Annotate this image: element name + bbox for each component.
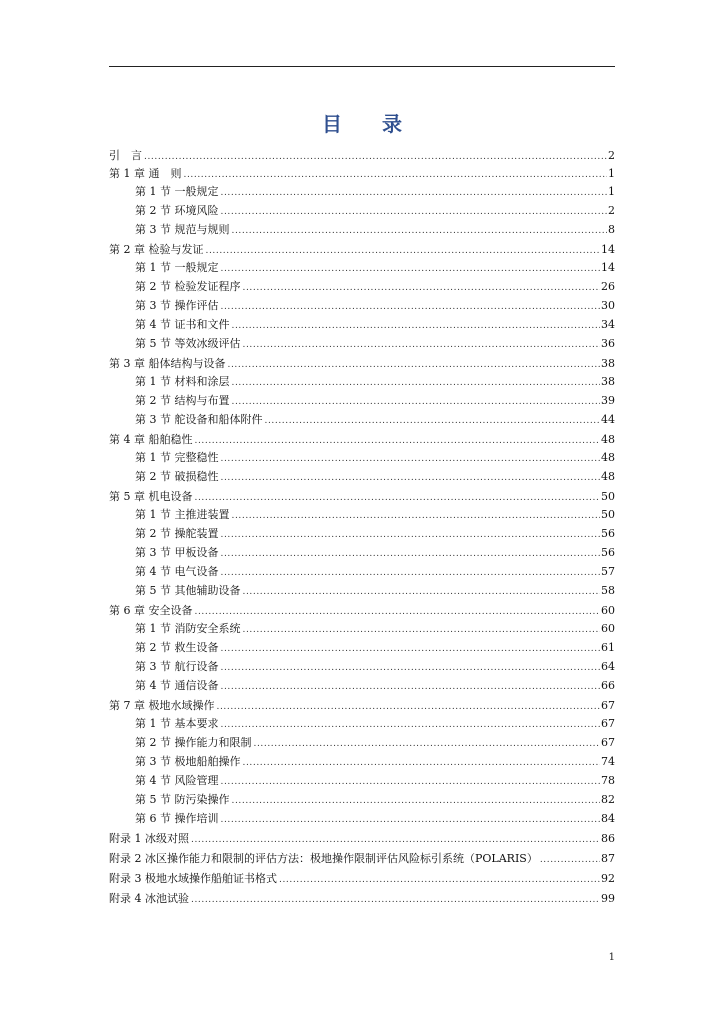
toc-dot-leader [195, 604, 601, 617]
toc-dot-leader [221, 470, 601, 483]
toc-chapter-entry[interactable] [109, 144, 615, 162]
toc-dot-leader [243, 584, 601, 597]
toc-entry-page: 56 [601, 527, 615, 540]
toc-section-entry[interactable] [135, 199, 615, 217]
toc-entry-label: 第 1 节 基本要求 [135, 717, 219, 730]
toc-section-entry[interactable] [135, 370, 615, 388]
toc-entry-label: 附录 2 冰区操作能力和限制的评估方法：极地操作限制评估风险标引系统（POLARIS） [109, 852, 538, 865]
toc-entry-page: 58 [601, 584, 615, 597]
toc-entry-page: 86 [601, 832, 615, 845]
toc-entry-label: 第 1 章 通 则 [109, 167, 182, 180]
toc-section-entry[interactable] [135, 769, 615, 787]
toc-section-entry[interactable] [135, 655, 615, 673]
toc-section-entry[interactable] [135, 389, 615, 407]
toc-dot-leader [221, 185, 608, 198]
toc-entry-page: 60 [601, 622, 615, 635]
toc-entry-label: 引 言 [109, 149, 142, 162]
toc-entry-page: 8 [608, 223, 615, 236]
toc-entry-label: 第 4 节 风险管理 [135, 774, 219, 787]
toc-dot-leader [221, 660, 601, 673]
toc-entry-label: 附录 3 极地水域操作船舶证书格式 [109, 872, 277, 885]
toc-entry-label: 第 1 节 材料和涂层 [135, 375, 230, 388]
toc-entry-label: 第 3 节 操作评估 [135, 299, 219, 312]
toc-entry-page: 56 [601, 546, 615, 559]
toc-dot-leader [221, 451, 601, 464]
toc-section-entry[interactable] [135, 180, 615, 198]
toc-entry-label: 第 4 节 电气设备 [135, 565, 219, 578]
toc-dot-leader [184, 167, 608, 180]
toc-section-entry[interactable] [135, 446, 615, 464]
toc-entry-label: 第 2 节 操舵装置 [135, 527, 219, 540]
toc-dot-leader [232, 793, 601, 806]
toc-dot-leader [228, 357, 601, 370]
toc-section-entry[interactable] [135, 560, 615, 578]
toc-entry-page: 50 [601, 508, 615, 521]
toc-chapter-entry[interactable] [109, 847, 615, 865]
title-char-2: 录 [382, 112, 402, 136]
toc-section-entry[interactable] [135, 332, 615, 350]
toc-dot-leader [232, 375, 601, 388]
toc-dot-leader [221, 204, 608, 217]
toc-entry-page: 44 [601, 413, 615, 426]
toc-entry-page: 60 [601, 604, 615, 617]
toc-entry-page: 84 [601, 812, 615, 825]
toc-dot-leader [243, 622, 601, 635]
toc-entry-label: 第 4 节 通信设备 [135, 679, 219, 692]
toc-entry-label: 第 5 节 等效冰级评估 [135, 337, 241, 350]
toc-entry-page: 2 [608, 149, 615, 162]
toc-chapter-entry[interactable] [109, 485, 615, 503]
toc-dot-leader [254, 736, 601, 749]
toc-entry-page: 48 [601, 451, 615, 464]
toc-section-entry[interactable] [135, 313, 615, 331]
toc-entry-page: 2 [608, 204, 615, 217]
toc-dot-leader [191, 832, 600, 845]
toc-entry-label: 第 3 节 甲板设备 [135, 546, 219, 559]
toc-entry-label: 第 2 节 结构与布置 [135, 394, 230, 407]
toc-section-entry[interactable] [135, 218, 615, 236]
toc-chapter-entry[interactable] [109, 694, 615, 712]
toc-dot-leader [195, 433, 601, 446]
toc-entry-page: 48 [601, 470, 615, 483]
toc-entry-label: 第 6 节 操作培训 [135, 812, 219, 825]
toc-entry-page: 92 [601, 872, 615, 885]
toc-entry-label: 第 2 节 操作能力和限制 [135, 736, 252, 749]
toc-section-entry[interactable] [135, 522, 615, 540]
toc-entry-label: 第 3 节 极地船舶操作 [135, 755, 241, 768]
toc-entry-page: 82 [601, 793, 615, 806]
page-title [0, 108, 724, 137]
toc-chapter-entry[interactable] [109, 827, 615, 845]
toc-section-entry[interactable] [135, 636, 615, 654]
toc-entry-page: 26 [601, 280, 615, 293]
toc-entry-label: 附录 1 冰级对照 [109, 832, 189, 845]
toc-dot-leader [243, 280, 601, 293]
toc-chapter-entry[interactable] [109, 428, 615, 446]
toc-entry-label: 第 1 节 一般规定 [135, 261, 219, 274]
toc-dot-leader [217, 699, 601, 712]
toc-section-entry[interactable] [135, 503, 615, 521]
toc-entry-label: 第 2 节 破损稳性 [135, 470, 219, 483]
toc-entry-page: 14 [601, 243, 615, 256]
toc-dot-leader [221, 774, 601, 787]
toc-entry-label: 第 2 节 环境风险 [135, 204, 219, 217]
toc-entry-label: 第 6 章 安全设备 [109, 604, 193, 617]
toc-entry-page: 1 [608, 167, 615, 180]
toc-chapter-entry[interactable] [109, 599, 615, 617]
page-number: 1 [608, 952, 615, 963]
toc-entry-label: 第 3 节 规范与规则 [135, 223, 230, 236]
header-rule [109, 66, 615, 67]
toc-entry-page: 67 [601, 717, 615, 730]
toc-entry-page: 14 [601, 261, 615, 274]
toc-dot-leader [265, 413, 601, 426]
toc-section-entry[interactable] [135, 731, 615, 749]
toc-entry-label: 第 4 节 证书和文件 [135, 318, 230, 331]
toc-entry-page: 64 [601, 660, 615, 673]
toc-dot-leader [221, 261, 601, 274]
toc-entry-label: 第 1 节 完整稳性 [135, 451, 219, 464]
toc-dot-leader [221, 565, 601, 578]
toc-entry-page: 66 [601, 679, 615, 692]
toc-dot-leader [191, 892, 600, 905]
toc-entry-page: 34 [601, 318, 615, 331]
toc-dot-leader [221, 717, 601, 730]
toc-entry-page: 67 [601, 699, 615, 712]
toc-entry-label: 第 2 节 救生设备 [135, 641, 219, 654]
toc-dot-leader [232, 508, 601, 521]
toc-section-entry[interactable] [135, 294, 615, 312]
toc-dot-leader [540, 852, 600, 865]
toc-entry-label: 第 5 节 其他辅助设备 [135, 584, 241, 597]
toc-entry-page: 61 [601, 641, 615, 654]
toc-entry-page: 74 [601, 755, 615, 768]
toc-dot-leader [279, 872, 600, 885]
toc-dot-leader [232, 223, 608, 236]
toc-section-entry[interactable] [135, 256, 615, 274]
toc-dot-leader [221, 679, 601, 692]
toc-entry-label: 第 1 节 主推进装置 [135, 508, 230, 521]
toc-entry-label: 第 3 节 航行设备 [135, 660, 219, 673]
toc-chapter-entry[interactable] [109, 162, 615, 180]
toc-section-entry[interactable] [135, 275, 615, 293]
toc-section-entry[interactable] [135, 541, 615, 559]
toc-entry-page: 78 [601, 774, 615, 787]
toc-entry-label: 第 1 节 消防安全系统 [135, 622, 241, 635]
toc-entry-page: 38 [601, 375, 615, 388]
toc-dot-leader [221, 299, 601, 312]
toc-section-entry[interactable] [135, 465, 615, 483]
toc-section-entry[interactable] [135, 807, 615, 825]
toc-entry-page: 87 [601, 852, 615, 865]
toc-entry-page: 39 [601, 394, 615, 407]
toc-chapter-entry[interactable] [109, 352, 615, 370]
toc-entry-label: 第 5 章 机电设备 [109, 490, 193, 503]
toc-dot-leader [221, 641, 601, 654]
toc-section-entry[interactable] [135, 617, 615, 635]
toc-section-entry[interactable] [135, 408, 615, 426]
toc-dot-leader [144, 149, 607, 162]
toc-dot-leader [232, 394, 601, 407]
toc-entry-page: 36 [601, 337, 615, 350]
toc-chapter-entry[interactable] [109, 867, 615, 885]
toc-entry-label: 第 3 节 舵设备和船体附件 [135, 413, 263, 426]
toc-dot-leader [195, 490, 601, 503]
toc-dot-leader [206, 243, 601, 256]
toc-entry-label: 第 4 章 船舶稳性 [109, 433, 193, 446]
toc-dot-leader [243, 337, 601, 350]
toc-dot-leader [232, 318, 601, 331]
toc-chapter-entry[interactable] [109, 887, 615, 905]
toc-dot-leader [243, 755, 601, 768]
toc-section-entry[interactable] [135, 712, 615, 730]
toc-entry-page: 99 [601, 892, 615, 905]
toc-entry-page: 57 [601, 565, 615, 578]
toc-entry-label: 第 3 章 船体结构与设备 [109, 357, 226, 370]
toc-entry-label: 第 7 章 极地水域操作 [109, 699, 215, 712]
toc-section-entry[interactable] [135, 750, 615, 768]
toc-section-entry[interactable] [135, 579, 615, 597]
toc-chapter-entry[interactable] [109, 238, 615, 256]
toc-entry-label: 第 2 节 检验发证程序 [135, 280, 241, 293]
toc-entry-page: 50 [601, 490, 615, 503]
toc-entry-page: 1 [608, 185, 615, 198]
title-char-1: 目 [322, 112, 342, 136]
toc-entry-label: 附录 4 冰池试验 [109, 892, 189, 905]
toc-dot-leader [221, 546, 601, 559]
toc-section-entry[interactable] [135, 674, 615, 692]
toc-entry-page: 30 [601, 299, 615, 312]
toc-section-entry[interactable] [135, 788, 615, 806]
toc-dot-leader [221, 812, 601, 825]
toc-dot-leader [221, 527, 601, 540]
toc-entry-page: 48 [601, 433, 615, 446]
toc-entry-page: 67 [601, 736, 615, 749]
toc-entry-label: 第 1 节 一般规定 [135, 185, 219, 198]
toc-entry-page: 38 [601, 357, 615, 370]
toc-entry-label: 第 5 节 防污染操作 [135, 793, 230, 806]
toc-entry-label: 第 2 章 检验与发证 [109, 243, 204, 256]
